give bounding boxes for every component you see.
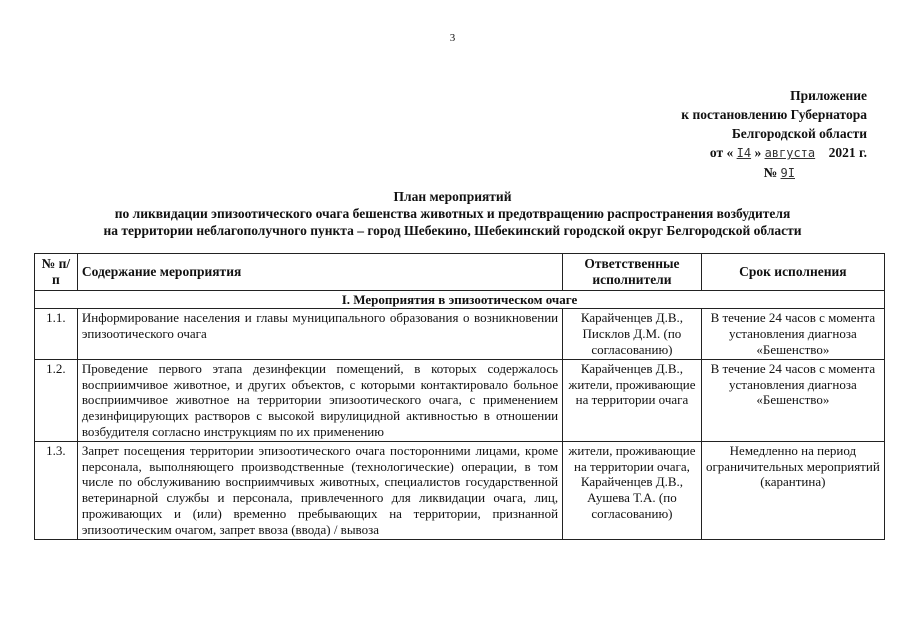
- header-content: Содержание мероприятия: [77, 254, 562, 291]
- appendix-decree-line: к постановлению Губернатора: [681, 107, 867, 122]
- row-content: Запрет посещения территории эпизоотического очага посторонними лицами, кроме персонала, выполняющего производственные (технологические) операции, в том числе по обслуживанию восприимчивых животных, специалистов государственной ветеринарной службы и персонала, привлеченного для ликвидации очага, лиц, проживающих и (или) временно пребывающих на территории, признанной эпизоотическим очагом, запрет ввоза (ввода) / вывоза: [77, 441, 562, 539]
- section-row: [35, 290, 885, 309]
- row-responsible: жители, проживающие на территории очага, Карайченцев Д.В., Аушева Т.А. (по согласованию): [563, 441, 702, 539]
- appendix-block: [681, 86, 867, 183]
- plan-title: [0, 188, 905, 239]
- row-term: В течение 24 часов с момента установления диагноза «Бешенство»: [701, 309, 884, 359]
- row-num: 1.2.: [35, 359, 78, 441]
- row-responsible: Карайченцев Д.В., жители, проживающие на территории очага: [563, 359, 702, 441]
- plan-title-line-3: на территории неблагополучного пункта – город Шебекино, Шебекинский городской округ Белгородской области: [103, 223, 802, 238]
- row-content: Информирование населения и главы муниципального образования о возникновении эпизоотического очага: [77, 309, 562, 359]
- table-row: [35, 441, 885, 539]
- date-month: августа: [764, 146, 816, 160]
- plan-table: [34, 253, 885, 540]
- plan-title-line-2: по ликвидации эпизоотического очага бешенства животных и предотвращению распространения возбудителя: [114, 206, 791, 221]
- header-responsible: Ответственные исполнители: [563, 254, 702, 291]
- date-day: I4: [736, 146, 752, 160]
- row-num: 1.1.: [35, 309, 78, 359]
- row-content: Проведение первого этапа дезинфекции помещений, в которых содержалось восприимчивое животное, и других объектов, с которыми контактировало больное восприимчивое животное на территории эпизоотического очага, с применением дезинфицирующих растворов с высокой вирулицидной активностью в отношении возбудителя согласно инструкциям по их применению: [77, 359, 562, 441]
- appendix-region-line: Белгородской области: [731, 126, 867, 141]
- header-term: Срок исполнения: [701, 254, 884, 291]
- date-prefix: от «: [709, 145, 734, 160]
- date-mid: »: [754, 145, 762, 160]
- table-row: [35, 359, 885, 441]
- date-year: 2021 г.: [828, 145, 867, 160]
- appendix-date-line: [681, 143, 867, 163]
- appendix-number-line: [681, 163, 795, 183]
- table-header-row: [35, 254, 885, 291]
- section-title: I. Мероприятия в эпизоотическом очаге: [35, 290, 885, 309]
- number-prefix: №: [763, 165, 778, 180]
- row-term: Немедленно на период ограничительных мероприятий (карантина): [701, 441, 884, 539]
- header-num: № п/п: [35, 254, 78, 291]
- row-term: В течение 24 часов с момента установления диагноза «Бешенство»: [701, 359, 884, 441]
- number-value: 9I: [780, 166, 795, 180]
- page-number: 3: [449, 32, 456, 44]
- plan-title-line-1: План мероприятий: [393, 189, 512, 204]
- row-num: 1.3.: [35, 441, 78, 539]
- table-row: [35, 309, 885, 359]
- appendix-title: Приложение: [790, 88, 867, 103]
- row-responsible: Карайченцев Д.В., Писклов Д.М. (по согласованию): [563, 309, 702, 359]
